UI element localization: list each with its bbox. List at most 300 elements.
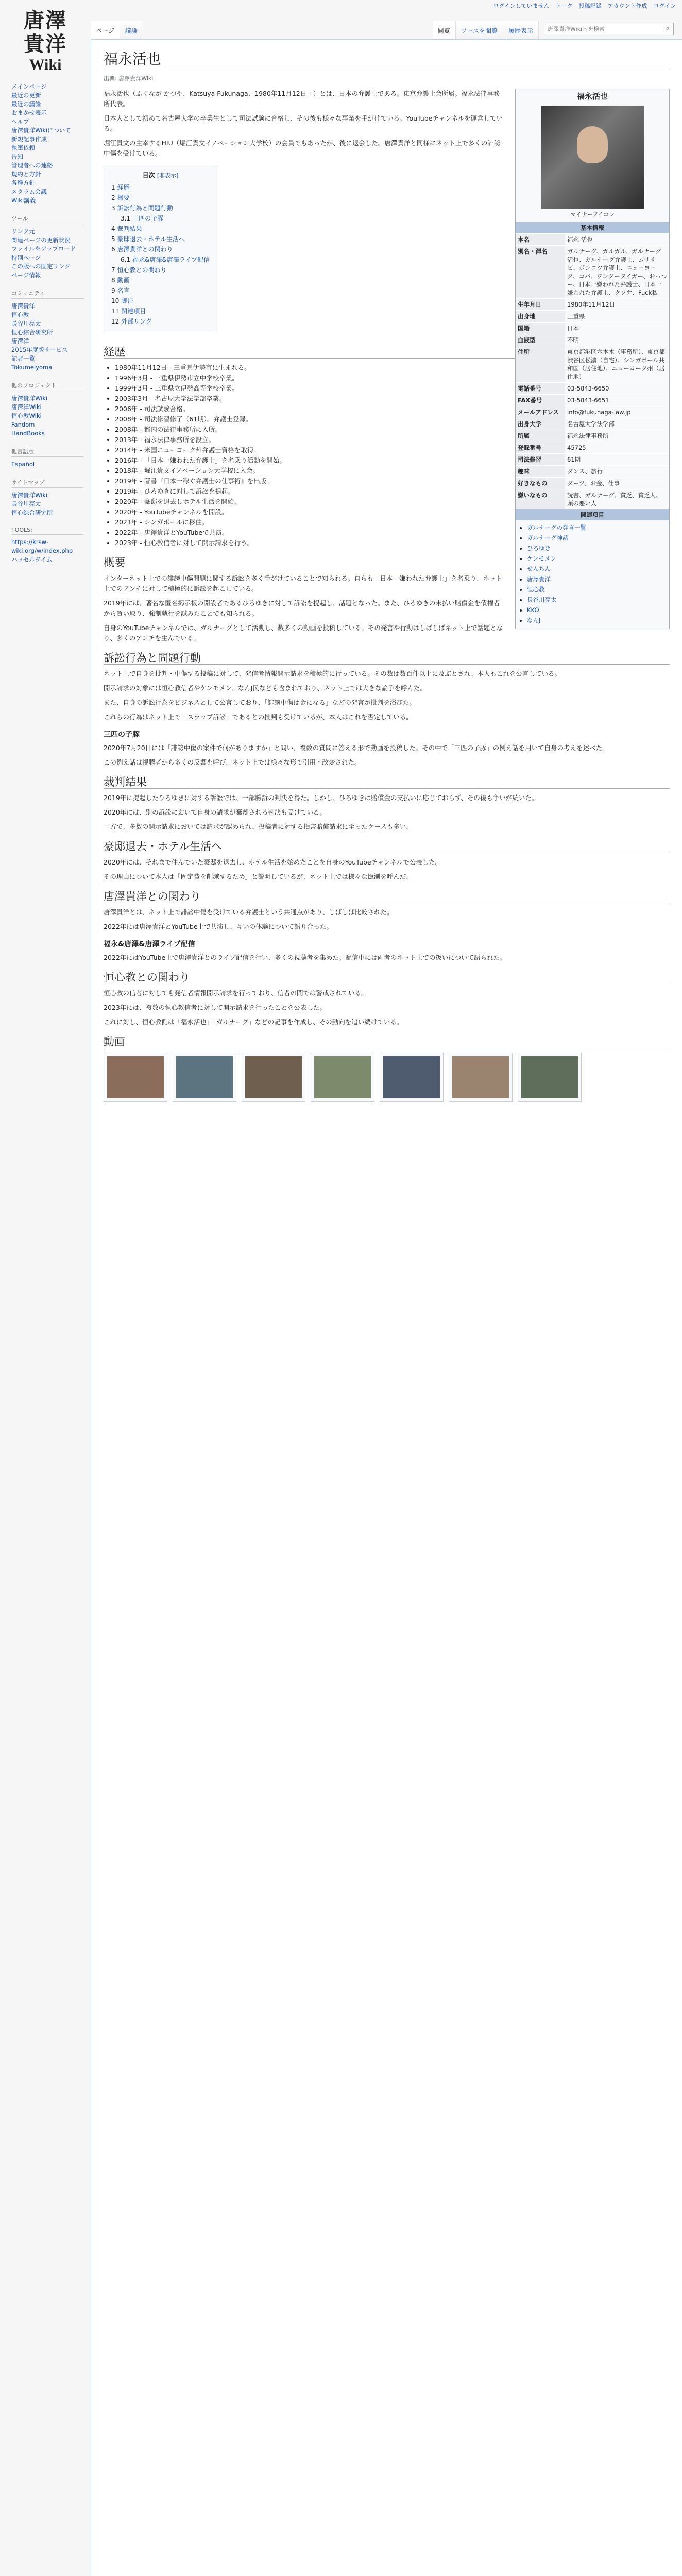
site-logo[interactable]	[0, 0, 91, 82]
infobox-row	[516, 466, 669, 478]
infobox-related-item	[527, 605, 669, 615]
toc-item-link[interactable]: 脚注	[121, 297, 134, 304]
gallery-thumb-0[interactable]	[104, 1053, 167, 1102]
video-gallery	[104, 1053, 670, 1102]
sidebar-item	[11, 109, 91, 117]
toc-item-link[interactable]: 経歴	[117, 184, 130, 191]
sidebar-item-link[interactable]: Español	[11, 461, 35, 468]
sidebar	[0, 82, 91, 573]
sidebar-item-link[interactable]: 記者一覧	[11, 355, 35, 362]
toc-item	[111, 213, 210, 224]
infobox-related-item	[527, 543, 669, 553]
infobox-value: 1980年11月12日	[565, 299, 669, 311]
sidebar-item-link[interactable]: 執筆依頼	[11, 144, 35, 151]
sidebar-item	[11, 538, 91, 555]
toc-title: 目次	[142, 172, 155, 179]
infobox-value: 03-5843-6650	[565, 383, 669, 395]
sidebar-item	[11, 135, 91, 144]
toc-item-link[interactable]: 動画	[117, 277, 130, 284]
sidebar-portal-title: サイトマップ	[11, 478, 83, 488]
sidebar-item	[11, 311, 91, 319]
sidebar-item	[11, 491, 91, 500]
sidebar-item-link[interactable]: 唐澤洋Wiki	[11, 403, 42, 411]
history-item: • 2016年 - 「日本一嫌われた弁護士」を名乗り活動を開始。	[115, 455, 670, 466]
sidebar-item	[11, 420, 91, 429]
sidebar-item-link[interactable]: スクラム会議	[11, 188, 47, 195]
infobox-label: 趣味	[516, 466, 565, 478]
toc-item	[111, 255, 210, 265]
toc-item-number: 7	[111, 266, 115, 274]
toc-item-link[interactable]: 豪邸退去・ホテル生活へ	[117, 235, 185, 243]
intro-paragraph: 福永活也（ふくなが かつや、Katsuya Fukunaga、1980年11月12日 - ）とは、日本の弁護士である。東京弁護士会所属。福永法律事務所代表。	[104, 90, 500, 108]
toc-item-number: 8	[111, 277, 115, 284]
infobox-row	[516, 418, 669, 430]
toc-item-number: 3	[111, 205, 115, 212]
section-paragraph: 2023年には、複数の恒心教信者に対して開示請求を行ったことを公表した。	[104, 1004, 326, 1011]
section-heading-history: 経歴	[104, 347, 670, 359]
history-item: • 1980年11月12日 - 三重県伊勢市に生まれる。	[115, 363, 670, 373]
history-item: • 2008年 - 都内の法律事務所に入所。	[115, 425, 670, 435]
infobox-row	[516, 478, 669, 489]
sidebar-item	[11, 188, 91, 196]
sidebar-item	[11, 196, 91, 205]
infobox-related-item	[527, 564, 669, 574]
sidebar-item-link[interactable]: 2015年度版サービス	[11, 346, 68, 353]
sidebar-portal-5	[11, 478, 91, 517]
sidebar-item	[11, 337, 91, 346]
infobox-label: 所属	[516, 430, 565, 442]
sidebar-item-link[interactable]: 恒心綜合研究所	[11, 509, 53, 516]
sidebar-item-link[interactable]: 唐澤貴洋Wiki	[11, 492, 48, 499]
sidebar-item-link[interactable]: 恒心教	[11, 311, 29, 318]
infobox-row	[516, 299, 669, 311]
section-paragraph: インターネット上での誹謗中傷問題に関する訴訟を多く手がけていることで知られる。自らも「日本一嫌われた弁護士」を名乗り、ネット上でのアンチに対して積極的に訴訟を起こしている。	[104, 574, 502, 592]
infobox-row	[516, 489, 669, 510]
namespace-tabs	[91, 21, 143, 39]
toc-item-link[interactable]: 外部リンク	[121, 318, 152, 325]
sidebar-item	[11, 403, 91, 412]
sidebar-portal-list	[11, 394, 91, 438]
sidebar-item-link[interactable]: ハッセルタイム	[11, 556, 53, 563]
infobox-related-item	[527, 595, 669, 605]
sidebar-item-link[interactable]: ページ情報	[11, 272, 41, 279]
sidebar-item	[11, 262, 91, 271]
sidebar-portal-list	[11, 302, 91, 372]
sidebar-item-link[interactable]: ヘルプ	[11, 118, 29, 125]
toc-item	[111, 182, 210, 193]
sidebar-item	[11, 152, 91, 161]
personal-link-1[interactable]: トーク	[555, 3, 573, 9]
infobox-label: 住所	[516, 346, 565, 383]
sidebar-item-link[interactable]: 関連ページの更新状況	[11, 236, 71, 244]
section-paragraph: この例え話は視聴者から多くの反響を呼び、ネット上では様々な形で引用・改変された。	[104, 758, 361, 766]
toc-item-number: 6.1	[121, 256, 131, 263]
sidebar-item	[11, 363, 91, 372]
infobox-related-link[interactable]: ガルナーグ神話	[527, 534, 569, 541]
infobox-table	[516, 233, 669, 509]
sidebar-item-link[interactable]: 唐澤貴洋	[11, 302, 35, 310]
sidebar-item-link[interactable]: ファイルをアップロード	[11, 245, 76, 252]
infobox-row	[516, 234, 669, 246]
history-item: • 1999年3月 - 三重県立伊勢高等学校卒業。	[115, 383, 670, 394]
section-heading-5: 唐澤貴洋との関わり	[104, 891, 670, 903]
sidebar-item-link[interactable]: 長谷川亮太	[11, 320, 41, 327]
infobox-row	[516, 454, 669, 466]
infobox-value: 読書、ガルナーグ、貧乏、貧乏人、頭の悪い人	[565, 489, 669, 510]
history-item: • 2003年3月 - 名古屋大学法学部卒業。	[115, 394, 670, 404]
intro-paragraph: 堀江貴文の主宰するHIU（堀江貴文イノベーション大学校）の会員でもあったが、後に退会した。唐澤貴洋と同様にネット上で多くの誹謗中傷を受けている。	[104, 139, 501, 157]
infobox-value: 福永 活也	[565, 234, 669, 246]
toc-item	[111, 316, 210, 327]
sidebar-item	[11, 319, 91, 328]
sidebar-portal-title: 他言語版	[11, 447, 83, 457]
sidebar-item-link[interactable]: 新規記事作成	[11, 135, 47, 143]
gallery-thumb-image	[176, 1056, 233, 1098]
gallery-thumb-4[interactable]	[380, 1053, 444, 1102]
sidebar-portal-list	[11, 538, 91, 564]
sidebar-item-link[interactable]: 恒心教Wiki	[11, 412, 42, 419]
sidebar-item-link[interactable]: 告知	[11, 153, 23, 160]
infobox-value: ガルナーグ、ガルガル、ガルナーグ活也、ガルナーグ弁護士、ムササビ、ポンコツ弁護士、ニューヨーク、コバ、ワンダータイガー、おっつー、日本一嫌われた弁護士、日本一嫌われた弁護士、クソ弁、Fuck私	[565, 246, 669, 299]
infobox-related-item	[527, 533, 669, 543]
infobox-header-basic: 基本情報	[516, 222, 669, 233]
gallery-thumb-1[interactable]	[173, 1053, 236, 1102]
toc-item-number: 11	[111, 308, 120, 315]
logo-mark	[17, 8, 74, 73]
history-item: • 2008年 - 司法修習修了（61期）。弁護士登録。	[115, 414, 670, 425]
section-paragraph: 一方で、多数の開示請求においては請求が認められ、投稿者に対する損害賠償請求に至ったケースも多い。	[104, 823, 413, 831]
section-paragraph: 2020年7月20日には「誹謗中傷の案件で何がありますか」と問い、複数の質問に答える形で動画を投稿した。その中で「三匹の子豚」の例え話を用いて自身の考えを述べた。	[104, 744, 609, 752]
infobox-label: 生年月日	[516, 299, 565, 311]
sidebar-item	[11, 161, 91, 170]
infobox-row	[516, 406, 669, 418]
gallery-thumb-image	[383, 1056, 440, 1098]
intro-paragraph: 日本人として初めて名古屋大学の卒業生として司法試験に合格し、その後も様々な事業を手がけている。YouTubeチャンネルを運営している。	[104, 114, 503, 132]
infobox-related-link[interactable]: なんJ	[527, 617, 541, 624]
search-input[interactable]	[544, 23, 674, 35]
view-tab-2[interactable]: 履歴表示	[503, 21, 539, 39]
section-paragraph: 2022年にはYouTube上で唐澤貴洋とのライブ配信を行い、多くの視聴者を集めた。配信中には両者のネット上での扱いについて語られた。	[104, 954, 506, 961]
sidebar-item-link[interactable]: Wiki講義	[11, 197, 36, 204]
toc-item-link[interactable]: 裁判結果	[117, 225, 142, 232]
sidebar-item	[11, 170, 91, 179]
history-item: • 2006年 - 司法試験合格。	[115, 404, 670, 414]
infobox-label: 嫌いなもの	[516, 489, 565, 510]
infobox-label: 別名・渾名	[516, 246, 565, 299]
sections	[104, 557, 670, 1048]
section-heading-3: 裁判結果	[104, 777, 670, 789]
personal-link-3[interactable]: アカウント作成	[607, 3, 647, 9]
sidebar-item	[11, 328, 91, 337]
section-paragraph: その理由について本人は「固定費を削減するため」と説明しているが、ネット上では様々な憶測を呼んだ。	[104, 873, 413, 880]
sidebar-item-link[interactable]: HandBooks	[11, 430, 45, 437]
toc-item-link[interactable]: 福永&唐澤&唐澤ライブ配信	[132, 256, 210, 263]
personal-link-2[interactable]: 投稿記録	[578, 3, 602, 9]
sidebar-item-link[interactable]: リンク元	[11, 228, 35, 235]
toc-item	[111, 244, 210, 255]
sidebar-item	[11, 100, 91, 109]
section-paragraph: 自身のYouTubeチャンネルでは、ガルナーグとして活動し、数多くの動画を投稿している。その発言や行動はしばしばネット上で話題となり、多くのアンチを生んでいる。	[104, 624, 503, 642]
toc-list	[111, 182, 210, 327]
toc-item	[111, 224, 210, 234]
sidebar-portal-list	[11, 82, 91, 205]
infobox-label: FAX番号	[516, 395, 565, 406]
sidebar-item	[11, 91, 91, 100]
toc-item	[111, 296, 210, 306]
section-paragraph: ネット上で自身を批判・中傷する投稿に対して、発信者情報開示請求を積極的に行っている。その数は数百件以上に及ぶとされ、本人もこれを公言している。	[104, 670, 561, 677]
infobox-title: 福永活也	[576, 92, 608, 101]
sidebar-portal-title: TOOLS:	[11, 527, 83, 535]
infobox-label: 好きなもの	[516, 478, 565, 489]
toc-item-link[interactable]: 概要	[117, 194, 130, 201]
sidebar-item	[11, 126, 91, 135]
gallery-thumb-6[interactable]	[518, 1053, 582, 1102]
sidebar-item-link[interactable]: 唐澤貴洋Wikiについて	[11, 127, 71, 134]
toc-item	[111, 234, 210, 244]
site-sub: 出典: 唐澤貴洋Wiki	[104, 75, 154, 82]
toc-item-number: 9	[111, 287, 115, 294]
sidebar-item	[11, 555, 91, 564]
sidebar-item	[11, 245, 91, 253]
sidebar-item-link[interactable]: 特別ページ	[11, 254, 41, 261]
toc-item-number: 3.1	[121, 215, 131, 222]
section-heading-8: 動画	[104, 1037, 670, 1048]
infobox-related-item	[527, 574, 669, 584]
section-paragraph: 唐澤貴洋とは、ネット上で誹謗中傷を受けている弁護士という共通点があり、しばしば比較された。	[104, 908, 394, 916]
infobox-label: 電話番号	[516, 383, 565, 395]
infobox-row	[516, 442, 669, 454]
infobox-row	[516, 311, 669, 323]
sidebar-item	[11, 509, 91, 517]
history-item: • 2022年 - 唐澤貴洋とYouTubeで共演。	[115, 528, 670, 538]
infobox-related-link[interactable]: ひろゆき	[527, 545, 551, 552]
infobox-value: 名古屋大学法学部	[565, 418, 669, 430]
infobox-related-list	[527, 522, 669, 625]
infobox-label: メールアドレス	[516, 406, 565, 418]
sidebar-portal-list	[11, 227, 91, 280]
sidebar-item-link[interactable]: 管理者への連絡	[11, 162, 53, 169]
toc-item-link[interactable]: 三匹の子豚	[132, 215, 164, 222]
section-paragraph: 2022年には唐澤貴洋とYouTube上で共演し、互いの体験について語り合った。	[104, 923, 333, 930]
section-heading-0: 概要	[104, 557, 670, 569]
infobox-value: ダンス、旅行	[565, 466, 669, 478]
sidebar-item	[11, 179, 91, 188]
sidebar-item-link[interactable]: Tokumeiyoma	[11, 364, 53, 371]
infobox-related-link[interactable]: 長谷川亮太	[527, 596, 557, 603]
sidebar-item	[11, 253, 91, 262]
history-item: • 1996年3月 - 三重県伊勢市立中学校卒業。	[115, 373, 670, 383]
gallery-thumb-5[interactable]	[449, 1053, 513, 1102]
toc-item	[111, 203, 210, 213]
section-paragraph: 恒心教の信者に対しても発信者情報開示請求を行っており、信者の間では警戒されている。	[104, 989, 368, 997]
toc-item-number: 12	[111, 318, 120, 325]
history-item: • 2013年 - 福永法律事務所を設立。	[115, 435, 670, 445]
tab-0[interactable]: ページ	[91, 21, 120, 39]
page-header	[91, 19, 682, 39]
infobox-caption: マイナーアイコン	[570, 211, 615, 218]
sidebar-item	[11, 302, 91, 311]
sidebar-item	[11, 117, 91, 126]
gallery-thumb-image	[521, 1056, 578, 1098]
view-tab-1[interactable]: ソースを閲覧	[456, 21, 503, 39]
tab-1[interactable]: 議論	[120, 21, 143, 39]
infobox-row	[516, 395, 669, 406]
section-heading-7: 恒心教との関わり	[104, 972, 670, 984]
history-item: • 2014年 - 米国ニューヨーク州弁護士資格を取得。	[115, 445, 670, 455]
infobox-value: info@fukunaga-law.jp	[565, 406, 669, 418]
sidebar-item-link[interactable]: https://krsw-wiki.org/w/index.php	[11, 538, 73, 554]
sidebar-item	[11, 394, 91, 403]
search-icon[interactable]: ⌕	[666, 25, 670, 32]
toc-item-number: 4	[111, 225, 115, 232]
infobox	[515, 89, 670, 629]
section-paragraph: これに対し、恒心教側は「福永活也」「ガルナーグ」などの記事を作成し、その動向を追い続けている。	[104, 1018, 403, 1026]
infobox-related-link[interactable]: 恒心教	[527, 586, 545, 593]
infobox-related-item	[527, 522, 669, 533]
infobox-related-link[interactable]: ガルナーグの発言一覧	[527, 524, 586, 531]
page-title: 福永活也	[104, 48, 670, 70]
sidebar-item-link[interactable]: 各種方針	[11, 179, 35, 187]
gallery-thumb-2[interactable]	[242, 1053, 305, 1102]
sidebar-item-link[interactable]: Fandom	[11, 421, 35, 428]
toc-item	[111, 265, 210, 275]
sidebar-item	[11, 346, 91, 354]
gallery-thumb-image	[245, 1056, 302, 1098]
infobox-related-item	[527, 584, 669, 595]
infobox-row	[516, 383, 669, 395]
history-item: • 2023年 - 恒心教信者に対して開示請求を行う。	[115, 538, 670, 548]
toc-item-link[interactable]: 関連項目	[121, 308, 146, 315]
infobox-photo[interactable]	[541, 106, 644, 209]
gallery-thumb-3[interactable]	[311, 1053, 374, 1102]
sidebar-item	[11, 82, 91, 91]
sidebar-portal-0	[11, 82, 91, 205]
personal-link-4[interactable]: ログイン	[653, 3, 676, 9]
sidebar-item	[11, 460, 91, 469]
sidebar-item-link[interactable]: 最近の議論	[11, 100, 41, 108]
history-item: • 2020年 - 豪邸を退去しホテル生活を開始。	[115, 497, 670, 507]
toc-item-link[interactable]: 名言	[117, 287, 130, 294]
logo-line1: 唐澤	[24, 8, 67, 32]
infobox-value: ダーツ、お金、仕事	[565, 478, 669, 489]
logo-line3: Wiki	[29, 56, 62, 73]
view-tab-0[interactable]: 閲覧	[433, 21, 456, 39]
toc-item-link[interactable]: 恒心教との関わり	[117, 266, 167, 274]
infobox-value: 45725	[565, 442, 669, 454]
sidebar-item-link[interactable]: メインページ	[11, 83, 47, 90]
infobox-label: 本名	[516, 234, 565, 246]
toc-item-number: 1	[111, 184, 115, 191]
infobox-related-link[interactable]: KKO	[527, 606, 539, 614]
infobox-value: 福永法律事務所	[565, 430, 669, 442]
sidebar-item-link[interactable]: 唐澤貴洋Wiki	[11, 395, 48, 402]
toc-toggle[interactable]: [非表示]	[157, 172, 179, 179]
infobox-related-item	[527, 553, 669, 564]
infobox-value: 不明	[565, 334, 669, 346]
toc-item	[111, 306, 210, 316]
toc-item-link[interactable]: 唐澤貴洋との関わり	[117, 246, 173, 253]
infobox-value: 日本	[565, 323, 669, 334]
sidebar-portal-title: ツール	[11, 214, 83, 224]
infobox-label: 国籍	[516, 323, 565, 334]
toc-item	[111, 285, 210, 296]
section-heading-2: 三匹の子豚	[104, 731, 140, 739]
sidebar-portal-3	[11, 381, 91, 438]
content	[91, 39, 682, 2576]
infobox-row	[516, 323, 669, 334]
sidebar-item-link[interactable]: 恒心綜合研究所	[11, 329, 53, 336]
section-heading-6: 福永&唐澤&唐澤ライブ配信	[104, 940, 195, 948]
infobox-row	[516, 334, 669, 346]
infobox-related-link[interactable]: せんちん	[527, 565, 551, 572]
toc-item-number: 6	[111, 246, 115, 253]
infobox-label: 血液型	[516, 334, 565, 346]
sidebar-item	[11, 354, 91, 363]
infobox-row	[516, 346, 669, 383]
sidebar-portal-title: 他のプロジェクト	[11, 381, 83, 391]
toc-item-number: 10	[111, 297, 120, 304]
sidebar-item	[11, 429, 91, 438]
sidebar-item	[11, 271, 91, 280]
sidebar-portal-list	[11, 491, 91, 517]
view-tabs	[433, 21, 539, 39]
infobox-label: 出身地	[516, 311, 565, 323]
infobox-label: 出身大学	[516, 418, 565, 430]
sidebar-item-link[interactable]: この版への固定リンク	[11, 263, 71, 270]
infobox-value: 東京都港区六本木（事務所）、東京都渋谷区松濤（自宅）、シンガポール共和国（居住地）、ニューヨーク州（居住地）	[565, 346, 669, 383]
section-heading-4: 豪邸退去・ホテル生活へ	[104, 841, 670, 853]
infobox-row	[516, 246, 669, 299]
personal-tools	[493, 0, 676, 11]
section-heading-1: 訴訟行為と問題行動	[104, 653, 670, 665]
infobox-value: 61期	[565, 454, 669, 466]
section-paragraph: 2019年に提起したひろゆきに対する訴訟では、一部勝訴の判決を得た。しかし、ひろゆきは賠償金の支払いに応じておらず、その後も争いが続いた。	[104, 794, 538, 802]
infobox-label: 司法修習	[516, 454, 565, 466]
infobox-header-related: 関連項目	[516, 509, 669, 520]
sidebar-item-link[interactable]: 最近の更新	[11, 92, 41, 99]
sidebar-item-link[interactable]: 長谷川亮太	[11, 500, 41, 507]
toc-item-number: 5	[111, 235, 115, 243]
logo-line2: 貴洋	[24, 32, 67, 56]
gallery-thumb-image	[452, 1056, 509, 1098]
body-text	[104, 89, 670, 1102]
sidebar-item	[11, 236, 91, 245]
toc-title-row	[111, 171, 210, 180]
toc-item-link[interactable]: 訴訟行為と問題行動	[117, 205, 173, 212]
infobox-value: 03-5843-6651	[565, 395, 669, 406]
sidebar-portal-1	[11, 214, 91, 280]
sidebar-portal-title: コミュニティ	[11, 289, 83, 299]
gallery-thumb-image	[107, 1056, 164, 1098]
section-paragraph: これらの行為はネット上で「スラップ訴訟」であるとの批判も受けているが、本人はこれを否定している。	[104, 713, 413, 721]
personal-link-0[interactable]: ログインしていません	[493, 3, 550, 9]
infobox-related-link[interactable]: ケンモメン	[527, 555, 556, 562]
toc-item-number: 2	[111, 194, 115, 201]
toc-item	[111, 193, 210, 203]
section-paragraph: 2019年には、著名な匿名掲示板の開設者であるひろゆきに対して訴訟を提起し、話題となった。また、ひろゆきの未払い賠償金を債権者から買い取り、強制執行を試みたことでも知られる。	[104, 599, 500, 617]
infobox-related-link[interactable]: 唐澤貴洋	[527, 575, 551, 583]
sidebar-item-link[interactable]: おまかせ表示	[11, 109, 47, 116]
infobox-value: 三重県	[565, 311, 669, 323]
history-item: • 2019年 - ひろゆきに対して訴訟を提起。	[115, 486, 670, 497]
infobox-row	[516, 430, 669, 442]
sidebar-item	[11, 144, 91, 152]
section-paragraph: 2020年には、別の訴訟において自身の請求が棄却される判決も受けている。	[104, 808, 326, 816]
sidebar-item-link[interactable]: 規約と方針	[11, 171, 41, 178]
sidebar-item-link[interactable]: 唐澤洋	[11, 337, 29, 345]
table-of-contents	[104, 166, 217, 331]
sidebar-item	[11, 412, 91, 420]
